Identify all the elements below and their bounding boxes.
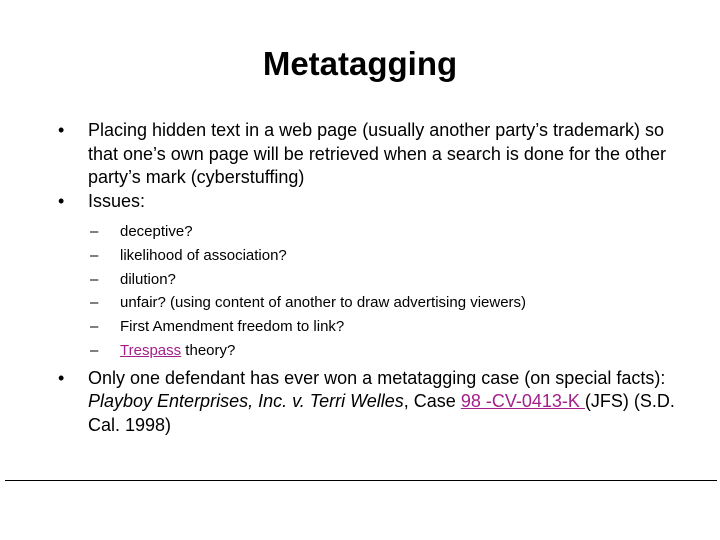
issue-text: First Amendment freedom to link? xyxy=(120,318,345,336)
dash-icon: – xyxy=(90,270,99,288)
bullet-text: Placing hidden text in a web page (usually another party’s trademark) so that one’s own page will be retrieved when a search is done for the other party’s mark (cyberstuffing) xyxy=(88,120,667,187)
issue-text: unfair? (using content of another to draw advertising viewers) xyxy=(120,294,527,312)
dash-icon: – xyxy=(90,223,99,240)
issue-item xyxy=(90,339,698,363)
case-citation: (JFS) (S.D. Cal. 1998) xyxy=(88,391,675,435)
issue-item xyxy=(90,268,698,292)
dash-icon: – xyxy=(90,294,99,312)
bullet-text: Only one defendant has ever won a metatagging case (on special facts): xyxy=(88,367,666,388)
issue-text: deceptive? xyxy=(120,223,193,240)
bullet-icon: • xyxy=(58,120,65,140)
issue-item xyxy=(90,244,698,268)
issue-item xyxy=(90,291,698,315)
slide-body xyxy=(58,119,698,437)
bullet-item xyxy=(58,190,698,214)
issue-item xyxy=(90,315,698,339)
dash-icon: – xyxy=(90,341,99,359)
bullet-icon: • xyxy=(58,190,65,211)
slide-title: Metatagging xyxy=(262,45,458,82)
issues-list xyxy=(58,220,698,363)
issue-text: likelihood of association? xyxy=(120,246,287,264)
issue-text: theory? xyxy=(181,341,236,359)
issue-text: dilution? xyxy=(120,270,176,288)
bullet-text: Issues: xyxy=(88,190,146,211)
issue-item xyxy=(90,220,698,244)
trespass-link[interactable]: Trespass xyxy=(120,341,182,359)
case-separator: , Case xyxy=(403,391,461,412)
bullet-item xyxy=(58,367,698,438)
bullet-icon: • xyxy=(58,367,65,388)
case-number-link[interactable]: 98 -CV-0413-K xyxy=(460,391,585,412)
dash-icon: – xyxy=(90,246,99,264)
footer-divider xyxy=(5,480,717,481)
dash-icon: – xyxy=(90,318,99,336)
bullet-item xyxy=(58,119,698,190)
case-name: Playboy Enterprises, Inc. v. Terri Welles xyxy=(88,391,404,412)
